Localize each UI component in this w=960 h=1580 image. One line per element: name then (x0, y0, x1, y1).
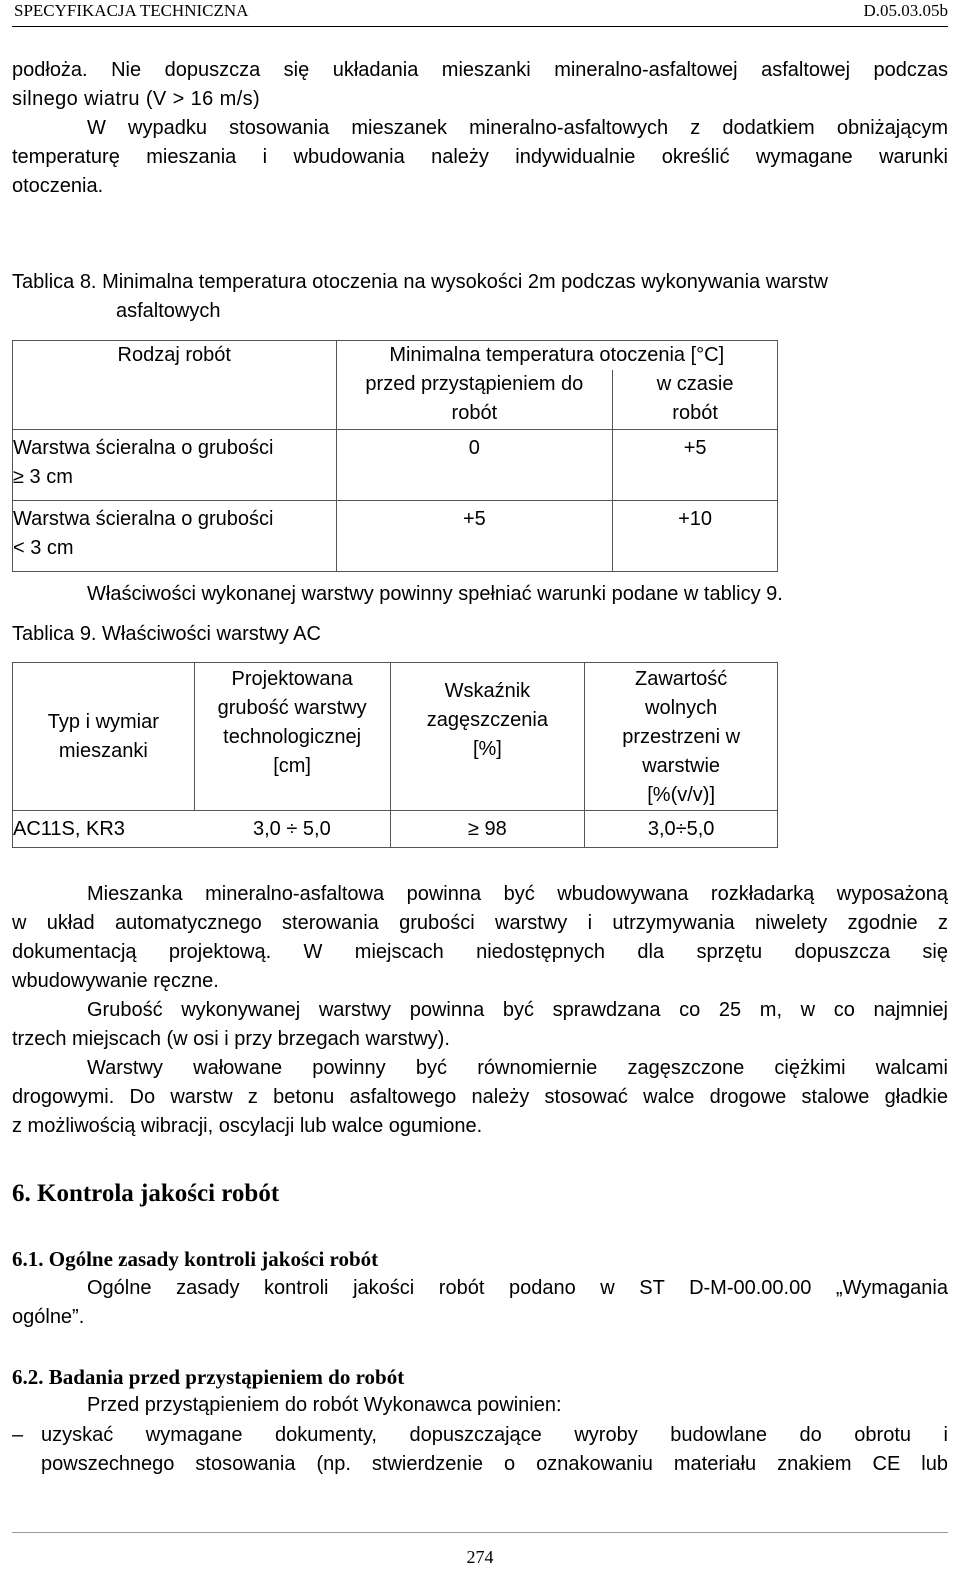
table9-row-type: AC11S, KR3 (13, 811, 195, 848)
section62-intro: Przed przystąpieniem do robót Wykonawca powinien: (87, 1394, 562, 1416)
table8-group-header: Minimalna temperatura otoczenia [°C] (336, 341, 778, 371)
paying-paragraph (12, 880, 948, 1141)
table-row (13, 430, 778, 501)
table9-note: Właściwości wykonanej warstwy powinny spełniać warunki podane w tablicy 9. (87, 583, 783, 605)
intro-line-4: temperaturę mieszania i wbudowania należy indywidualnie określić wymagane warunki (12, 146, 948, 168)
section-6-1-text (12, 1274, 948, 1332)
table8-header-row (13, 341, 778, 371)
table8-row1-before: 0 (336, 430, 613, 501)
table8-caption-label: Tablica 8. (12, 271, 97, 293)
intro-line-2: silnego wiatru (V > 16 m/s) (12, 88, 261, 110)
table8-row2-type: Warstwa ścieralna o grubości < 3 cm (13, 501, 337, 572)
header-code: D.05.03.05b (863, 1, 948, 20)
table8-caption-text: Minimalna temperatura otoczenia na wysokości 2m podczas wykonywania warstw (102, 271, 828, 293)
table9-row-thickness: 3,0 ÷ 5,0 (194, 811, 390, 848)
table9-type-header: Typ i wymiar mieszanki (13, 663, 195, 811)
table8-row2-before: +5 (336, 501, 613, 572)
intro-line-5: otoczenia. (12, 175, 104, 197)
para2-line-1: Grubość wykonywanej warstwy powinna być sprawdzana co 25 m, w co najmniej (87, 999, 948, 1021)
bullet-dash: – (12, 1424, 24, 1446)
para3-line-3: z możliwością wibracji, oscylacji lub walce ogumione. (12, 1115, 483, 1137)
table8-row1-type: Warstwa ścieralna o grubości ≥ 3 cm (13, 430, 337, 501)
section61-line-2: ogólne”. (12, 1306, 85, 1328)
para1-line-4: wbudowywanie ręczne. (12, 970, 219, 992)
table8-row2-during: +10 (613, 501, 778, 572)
table8-caption-line2: asfaltowych (116, 300, 221, 322)
table8-row1-during: +5 (613, 430, 778, 501)
table9-thickness-header: Projektowana grubość warstwy technologicznej [cm] (194, 663, 390, 811)
para2-line-2: trzech miejscach (w osi i przy brzegach warstwy). (12, 1028, 450, 1050)
section-6-heading: 6. Kontrola jakości robót (12, 1180, 280, 1207)
section62-item-line-1: uzyskać wymagane dokumenty, dopuszczające wyroby budowlane do obrotu i (41, 1424, 948, 1446)
table-8 (12, 340, 778, 572)
table-9 (12, 662, 778, 848)
table9-row-voids: 3,0÷5,0 (585, 811, 778, 848)
intro-paragraph (12, 56, 948, 201)
footer-rule (12, 1532, 948, 1533)
table9-caption: Tablica 9. Właściwości warstwy AC (12, 623, 321, 645)
table8-before-header: przed przystąpieniem do robót (336, 370, 613, 429)
page-header (12, 0, 948, 27)
table8-caption (12, 268, 948, 326)
table9-header-row (13, 663, 778, 811)
section62-list-item (12, 1421, 948, 1479)
para3-line-1: Warstwy wałowane powinny być równomiernie zagęszczone ciężkimi walcami (87, 1057, 948, 1079)
section-6-1-heading: 6.1. Ogólne zasady kontroli jakości robót (12, 1247, 379, 1271)
section61-line-1: Ogólne zasady kontroli jakości robót podano w ST D-M-00.00.00 „Wymagania (87, 1277, 948, 1299)
table-row (13, 811, 778, 848)
table8-during-header: w czasie robót (613, 370, 778, 429)
table-row (13, 501, 778, 572)
table9-compaction-header: Wskaźnik zagęszczenia [%] (390, 663, 585, 811)
table9-voids-header: Zawartość wolnych przestrzeni w warstwie [%(v/v)] (585, 663, 778, 811)
para1-line-2: w układ automatycznego sterowania grubości warstwy i utrzymywania niwelety zgodnie z (12, 912, 948, 934)
para1-line-1: Mieszanka mineralno-asfaltowa powinna być wbudowywana rozkładarką wyposażoną (87, 883, 948, 905)
para3-line-2: drogowymi. Do warstw z betonu asfaltowego należy stosować walce drogowe stalowe gładkie (12, 1086, 948, 1108)
section-6-2-heading: 6.2. Badania przed przystąpieniem do robót (12, 1365, 405, 1389)
table8-col1-header: Rodzaj robót (13, 341, 337, 430)
intro-line-3: W wypadku stosowania mieszanek mineralno-asfaltowych z dodatkiem obniżającym (87, 117, 948, 139)
intro-line-1: podłoża. Nie dopuszcza się układania mieszanki mineralno-asfaltowej asfaltowej podczas (12, 59, 948, 81)
page-number: 274 (466, 1547, 494, 1567)
table9-row-compaction: ≥ 98 (390, 811, 585, 848)
header-title: SPECYFIKACJA TECHNICZNA (14, 1, 249, 20)
para1-line-3: dokumentacją projektową. W miejscach niedostępnych dla sprzętu dopuszcza się (12, 941, 948, 963)
section62-item-line-2: powszechnego stosowania (np. stwierdzenie o oznakowaniu materiału znakiem CE lub (41, 1453, 948, 1475)
